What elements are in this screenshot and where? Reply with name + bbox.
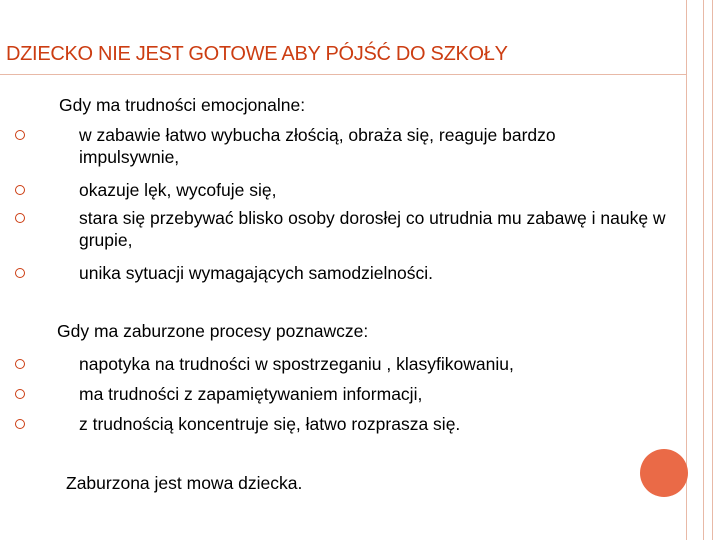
speech-disorder-note: Zaburzona jest mowa dziecka. (66, 473, 303, 493)
frame-line-divider (686, 0, 687, 540)
bullet-icon (15, 185, 25, 195)
list-item: unika sytuacji wymagających samodzielności. (79, 263, 434, 283)
section-cognitive-heading: Gdy ma zaburzone procesy poznawcze: (57, 321, 369, 341)
list-item: w zabawie łatwo wybucha złością, obraża się, reaguje bardzo impulsywnie, (79, 125, 556, 167)
list-item: okazuje lęk, wycofuje się, (79, 180, 277, 200)
slide-title: DZIECKO NIE JEST GOTOWE ABY PÓJŚĆ DO SZKOŁY (6, 43, 508, 65)
bullet-icon (15, 389, 25, 399)
title-underline (0, 74, 686, 75)
list-item: ma trudności z zapamiętywaniem informacji, (79, 384, 423, 404)
bullet-icon (15, 419, 25, 429)
section-emotional-heading: Gdy ma trudności emocjonalne: (59, 95, 306, 115)
decorative-circle (641, 450, 687, 496)
bullet-icon (15, 213, 25, 223)
list-item: napotyka na trudności w spostrzeganiu , klasyfikowaniu, (79, 354, 514, 374)
frame-line-right-inner (703, 0, 704, 540)
bullet-icon (15, 268, 25, 278)
bullet-icon (15, 359, 25, 369)
list-item: stara się przebywać blisko osoby dorosłej co utrudnia mu zabawę i naukę w grupie, (79, 208, 666, 250)
bullet-icon (15, 130, 25, 140)
frame-line-right-outer (712, 0, 713, 540)
list-item: z trudnością koncentruje się, łatwo rozprasza się. (79, 414, 461, 434)
